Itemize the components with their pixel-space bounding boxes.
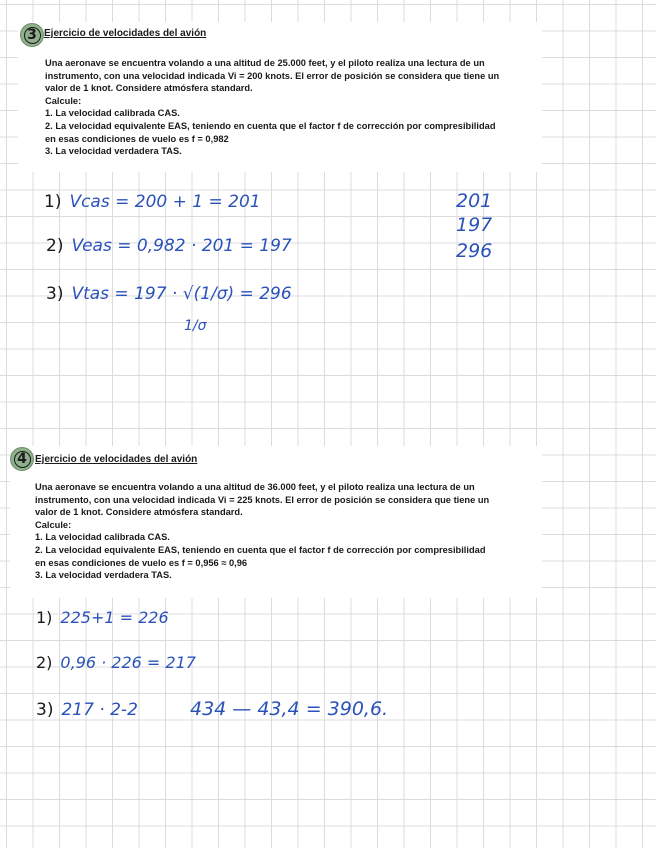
exercise-4-answer-2: [36, 653, 196, 672]
exercise-3-answer-3-subnote: 1/σ: [184, 318, 207, 334]
exercise-4-statement-line: en esas condiciones de vuelo es f = 0,956 ≈ 0,96: [35, 557, 248, 568]
exercise-3-statement-line: en esas condiciones de vuelo es f = 0,982: [45, 133, 229, 144]
exercise-3-statement-line: 3. La velocidad verdadera TAS.: [45, 146, 182, 157]
exercise-3-answer-2: [46, 236, 292, 256]
answer-2-number: 2): [46, 236, 64, 256]
exercise-4-statement-line: Una aeronave se encuentra volando a una altitud de 36.000 feet, y el piloto realiza una lectura de un: [35, 482, 475, 492]
exercise-3-number: 3: [24, 27, 41, 44]
answer-1-text: Vcas = 200 + 1 = 201: [69, 192, 261, 212]
exercise-4-statement-line: 2. La velocidad equivalente EAS, teniendo en cuenta que el factor f de corrección por compresibilidad: [35, 544, 486, 555]
exercise-4-title: Ejercicio de velocidades del avión: [35, 454, 198, 465]
exercise-4-statement-line: Calcule:: [35, 519, 72, 530]
exercise-3-statement-line: valor de 1 knot. Considere atmósfera standard.: [45, 83, 253, 94]
exercise-4-statement-line: 1. La velocidad calibrada CAS.: [35, 532, 170, 543]
answer-2-number: 2): [36, 653, 53, 672]
exercise-3-statement-line: Una aeronave se encuentra volando a una altitud de 25.000 feet, y el piloto realiza una lectura de un: [45, 58, 485, 68]
exercise-3-side-value: 197: [456, 214, 493, 236]
exercise-4-answer-1: [36, 608, 169, 627]
exercise-4-statement: [35, 481, 489, 582]
exercise-4-statement-line: valor de 1 knot. Considere atmósfera standard.: [35, 507, 243, 518]
exercise-4-statement-line: instrumento, con una velocidad indicada Vi = 225 knots. El error de posición se considera que tiene un: [35, 494, 490, 505]
exercise-4-number-badge: [10, 447, 34, 471]
answer-1-number: 1): [44, 192, 62, 212]
answer-1-text: 225+1 = 226: [60, 608, 169, 627]
answer-1-number: 1): [36, 608, 53, 627]
exercise-3-statement-line: 2. La velocidad equivalente EAS, teniendo en cuenta que el factor f de corrección por compresibilidad: [45, 120, 496, 131]
exercise-3-side-value: 201: [456, 190, 493, 212]
answer-3-number: 3): [46, 284, 64, 304]
answer-2-text: Veas = 0,982 · 201 = 197: [71, 236, 292, 256]
exercise-3-side-value: 296: [456, 240, 493, 262]
exercise-3-answer-3: [46, 284, 292, 304]
exercise-4-statement-line: 3. La velocidad verdadera TAS.: [35, 570, 172, 581]
exercise-4-number: 4: [14, 451, 31, 468]
exercise-3-statement-line: instrumento, con una velocidad indicada Vi = 200 knots. El error de posición se considera que tiene un: [45, 70, 500, 81]
exercise-4-answer-3-result: 434 — 43,4 = 390,6.: [190, 698, 389, 720]
exercise-3-statement: [45, 57, 499, 158]
exercise-3-statement-line: Calcule:: [45, 95, 82, 106]
exercise-4-answer-3: [36, 700, 138, 720]
answer-3-text: 217 · 2-2: [61, 700, 138, 720]
answer-3-text: Vtas = 197 · √(1/σ) = 296: [71, 284, 292, 304]
exercise-3-answer-1: [44, 192, 261, 212]
exercise-3-title: Ejercicio de velocidades del avión: [44, 28, 207, 39]
exercise-3-number-badge: [20, 23, 44, 47]
exercise-3-statement-line: 1. La velocidad calibrada CAS.: [45, 108, 180, 119]
answer-3-number: 3): [36, 700, 54, 720]
answer-2-text: 0,96 · 226 = 217: [60, 653, 196, 672]
